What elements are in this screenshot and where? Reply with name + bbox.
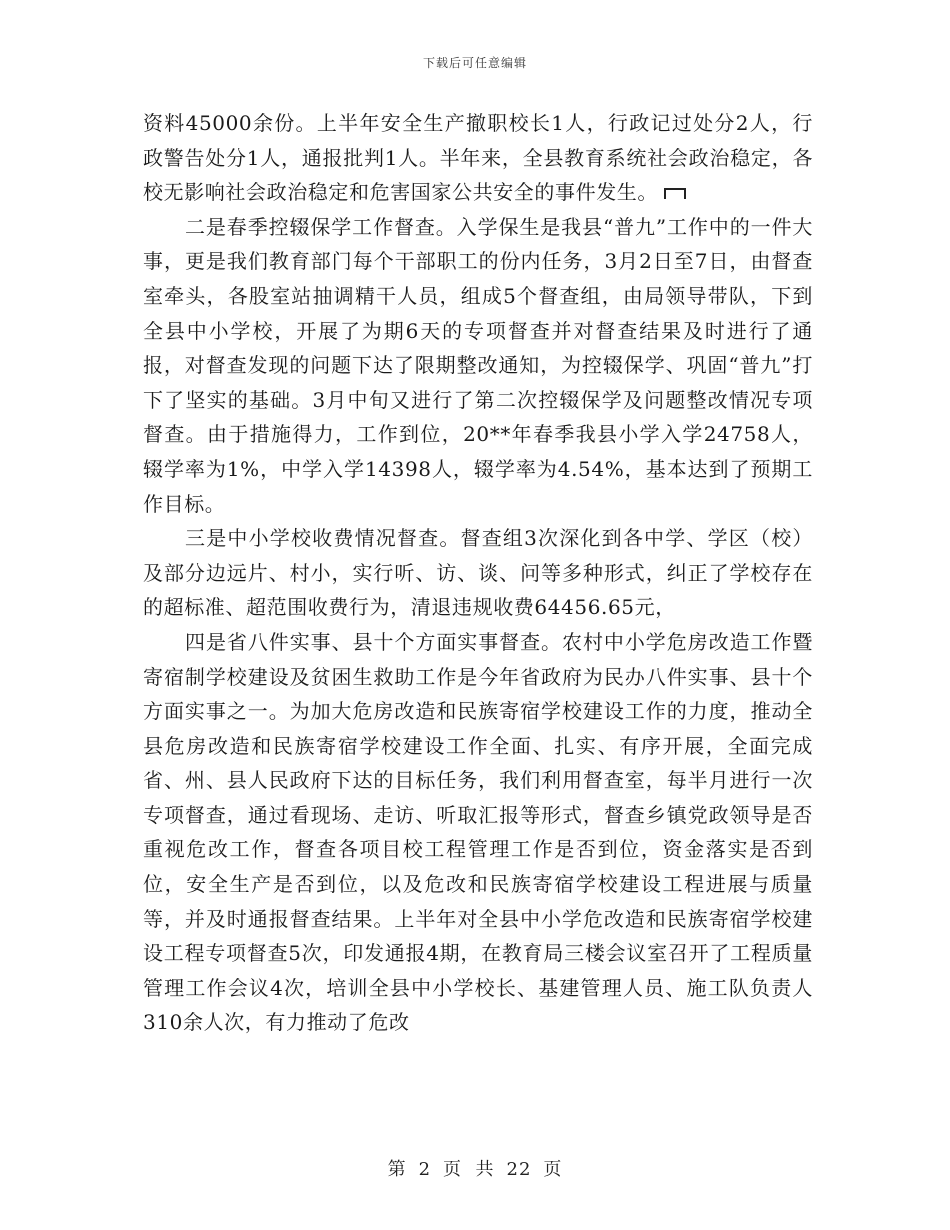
document-body [143, 106, 813, 1040]
footer-suffix: 页 [543, 1159, 563, 1180]
footer-total-pages: 22 [506, 1159, 532, 1180]
paragraph-continuation [143, 106, 813, 210]
bracket-mark-icon [664, 188, 686, 199]
footer-middle: 页 共 [443, 1159, 495, 1180]
paragraph-key-projects-supervision: 四是省八件实事、县十个方面实事督查。农村中小学危房改造工作暨寄宿制学校建设及贫困生救助工作是今年省政府为民办八件实事、县十个方面实事之一。为加大危房改造和民族寄宿学校建设工作的力度，推动全县危房改造和民族寄宿学校建设工作全面、扎实、有序开展，全面完成省、州、县人民政府下达的目标任务，我们利用督查室，每半月进行一次专项督查，通过看现场、走访、听取汇报等形式，督查乡镇党政领导是否重视危改工作，督查各项目校工程管理工作是否到位，资金落实是否到位，安全生产是否到位，以及危改和民族寄宿学校建设工程进展与质量等，并及时通报督查结果。上半年对全县中小学危改造和民族寄宿学校建设工程专项督查5次，印发通报4期，在教育局三楼会议室召开了工程质量管理工作会议4次，培训全县中小学校长、基建管理人员、施工队负责人310余人次，有力推动了危改 [143, 629, 813, 1035]
footer-prefix: 第 [387, 1159, 407, 1180]
paragraph-text: 资料45000余份。上半年安全生产撤职校长1人，行政记过处分2人，行政警告处分1人，通报批判1人。半年来，全县教育系统社会政治稳定，各校无影响社会政治稳定和危害国家公共安全的事件发生。 [143, 111, 813, 205]
paragraph-fee-supervision: 三是中小学校收费情况督查。督查组3次深化到各中学、学区（校）及部分边远片、村小，实行听、访、谈、问等多种形式，纠正了学校存在的超标准、超范围收费行为，清退违规收费64456.65元， [143, 526, 813, 620]
footer-current-page: 2 [418, 1159, 432, 1180]
page-header: 下载后可任意编辑 [422, 56, 527, 70]
page-footer [0, 1155, 950, 1181]
paragraph-enrollment-supervision: 二是春季控辍保学工作督查。入学保生是我县“普九”工作中的一件大事，更是我们教育部门每个干部职工的份内任务，3月2日至7日，由督查室牵头，各股室站抽调精干人员，组成5个督查组，由局领导带队，下到全县中小学校，开展了为期6天的专项督查并对督查结果及时进行了通报，对督查发现的问题下达了限期整改通知，为控辍保学、巩固“普九”打下了坚实的基础。3月中旬又进行了第二次控辍保学及问题整改情况专项督查。由于措施得力，工作到位，20**年春季我县小学入学24758人，辍学率为1%，中学入学14398人，辍学率为4.54%，基本达到了预期工作目标。 [143, 214, 813, 516]
